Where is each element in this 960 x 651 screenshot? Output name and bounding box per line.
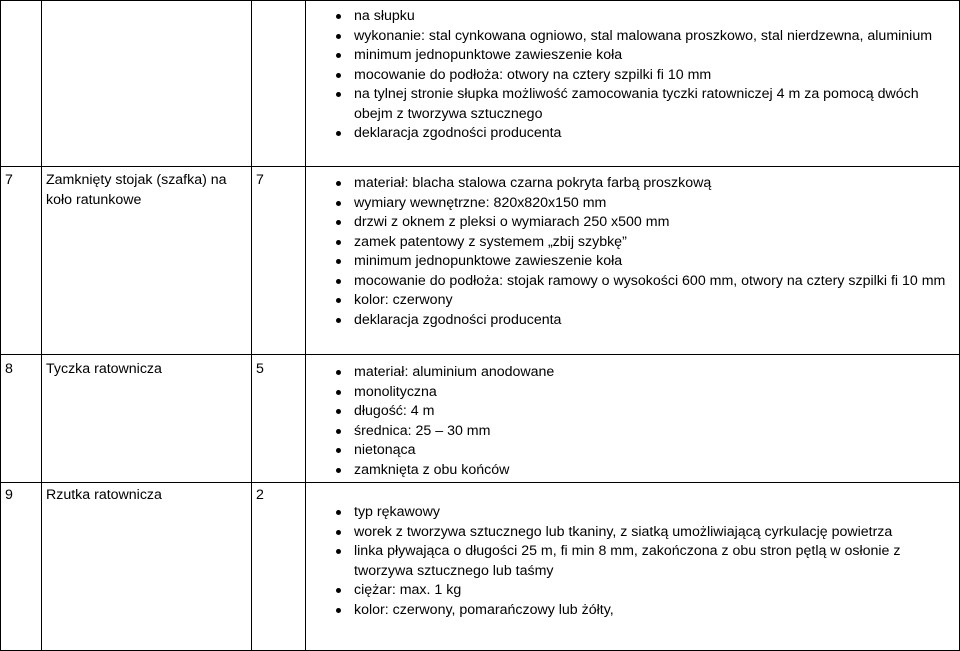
item-quantity-cell: 2	[252, 483, 306, 651]
item-name-cell: Zamknięty stojak (szafka) na koło ratunkowe	[42, 167, 252, 355]
feature-item: na tylnej stronie słupka możliwość zamocowania tyczki ratowniczej 4 m za pomocą dwóch obejm z tworzywa sztucznego	[354, 85, 949, 124]
feature-item: mocowanie do podłoża: otwory na cztery szpilki fi 10 mm	[354, 66, 949, 86]
feature-item: kolor: czerwony	[354, 291, 949, 311]
item-number-cell: 9	[1, 483, 42, 651]
item-description-cell	[306, 167, 960, 355]
feature-item: minimum jednopunktowe zawieszenie koła	[354, 46, 949, 66]
item-number-cell: 7	[1, 167, 42, 355]
feature-list	[306, 174, 959, 330]
feature-item: drzwi z oknem z pleksi o wymiarach 250 x500 mm	[354, 213, 949, 233]
feature-item: monolityczna	[354, 383, 949, 403]
feature-item: nietonąca	[354, 441, 949, 461]
feature-item: zamek patentowy z systemem „zbij szybkę”	[354, 233, 949, 253]
feature-item: kolor: czerwony, pomarańczowy lub żółty,	[354, 601, 949, 621]
table-row	[1, 355, 960, 483]
feature-list	[306, 7, 959, 144]
feature-item: ciężar: max. 1 kg	[354, 581, 949, 601]
table-row	[1, 167, 960, 355]
feature-item: deklaracja zgodności producenta	[354, 124, 949, 144]
feature-item: zamknięta z obu końców	[354, 461, 949, 481]
item-quantity-cell: 5	[252, 355, 306, 483]
table-row	[1, 483, 960, 651]
feature-list	[306, 503, 959, 620]
item-number-cell	[1, 1, 42, 167]
feature-item: wymiary wewnętrzne: 820x820x150 mm	[354, 194, 949, 214]
feature-item: deklaracja zgodności producenta	[354, 311, 949, 331]
table-row	[1, 1, 960, 167]
item-description-cell	[306, 355, 960, 483]
item-name-cell: Tyczka ratownicza	[42, 355, 252, 483]
feature-item: minimum jednopunktowe zawieszenie koła	[354, 252, 949, 272]
item-number-cell: 8	[1, 355, 42, 483]
item-name-cell	[42, 1, 252, 167]
item-quantity-cell: 7	[252, 167, 306, 355]
feature-item: typ rękawowy	[354, 503, 949, 523]
feature-item: materiał: aluminium anodowane	[354, 363, 949, 383]
item-description-cell	[306, 1, 960, 167]
item-name-cell: Rzutka ratownicza	[42, 483, 252, 651]
feature-item: mocowanie do podłoża: stojak ramowy o wysokości 600 mm, otwory na cztery szpilki fi 10 mm	[354, 272, 949, 292]
feature-item: na słupku	[354, 7, 949, 27]
feature-list	[306, 363, 959, 480]
feature-item: wykonanie: stal cynkowana ogniowo, stal malowana proszkowo, stal nierdzewna, aluminium	[354, 27, 949, 47]
feature-item: długość: 4 m	[354, 402, 949, 422]
feature-item: worek z tworzywa sztucznego lub tkaniny, z siatką umożliwiającą cyrkulację powietrza	[354, 523, 949, 543]
feature-item: linka pływająca o długości 25 m, fi min 8 mm, zakończona z obu stron pętlą w osłonie z tworzywa sztucznego lub taśmy	[354, 542, 949, 581]
feature-item: średnica: 25 – 30 mm	[354, 422, 949, 442]
item-description-cell	[306, 483, 960, 651]
feature-item: materiał: blacha stalowa czarna pokryta farbą proszkową	[354, 174, 949, 194]
item-quantity-cell	[252, 1, 306, 167]
